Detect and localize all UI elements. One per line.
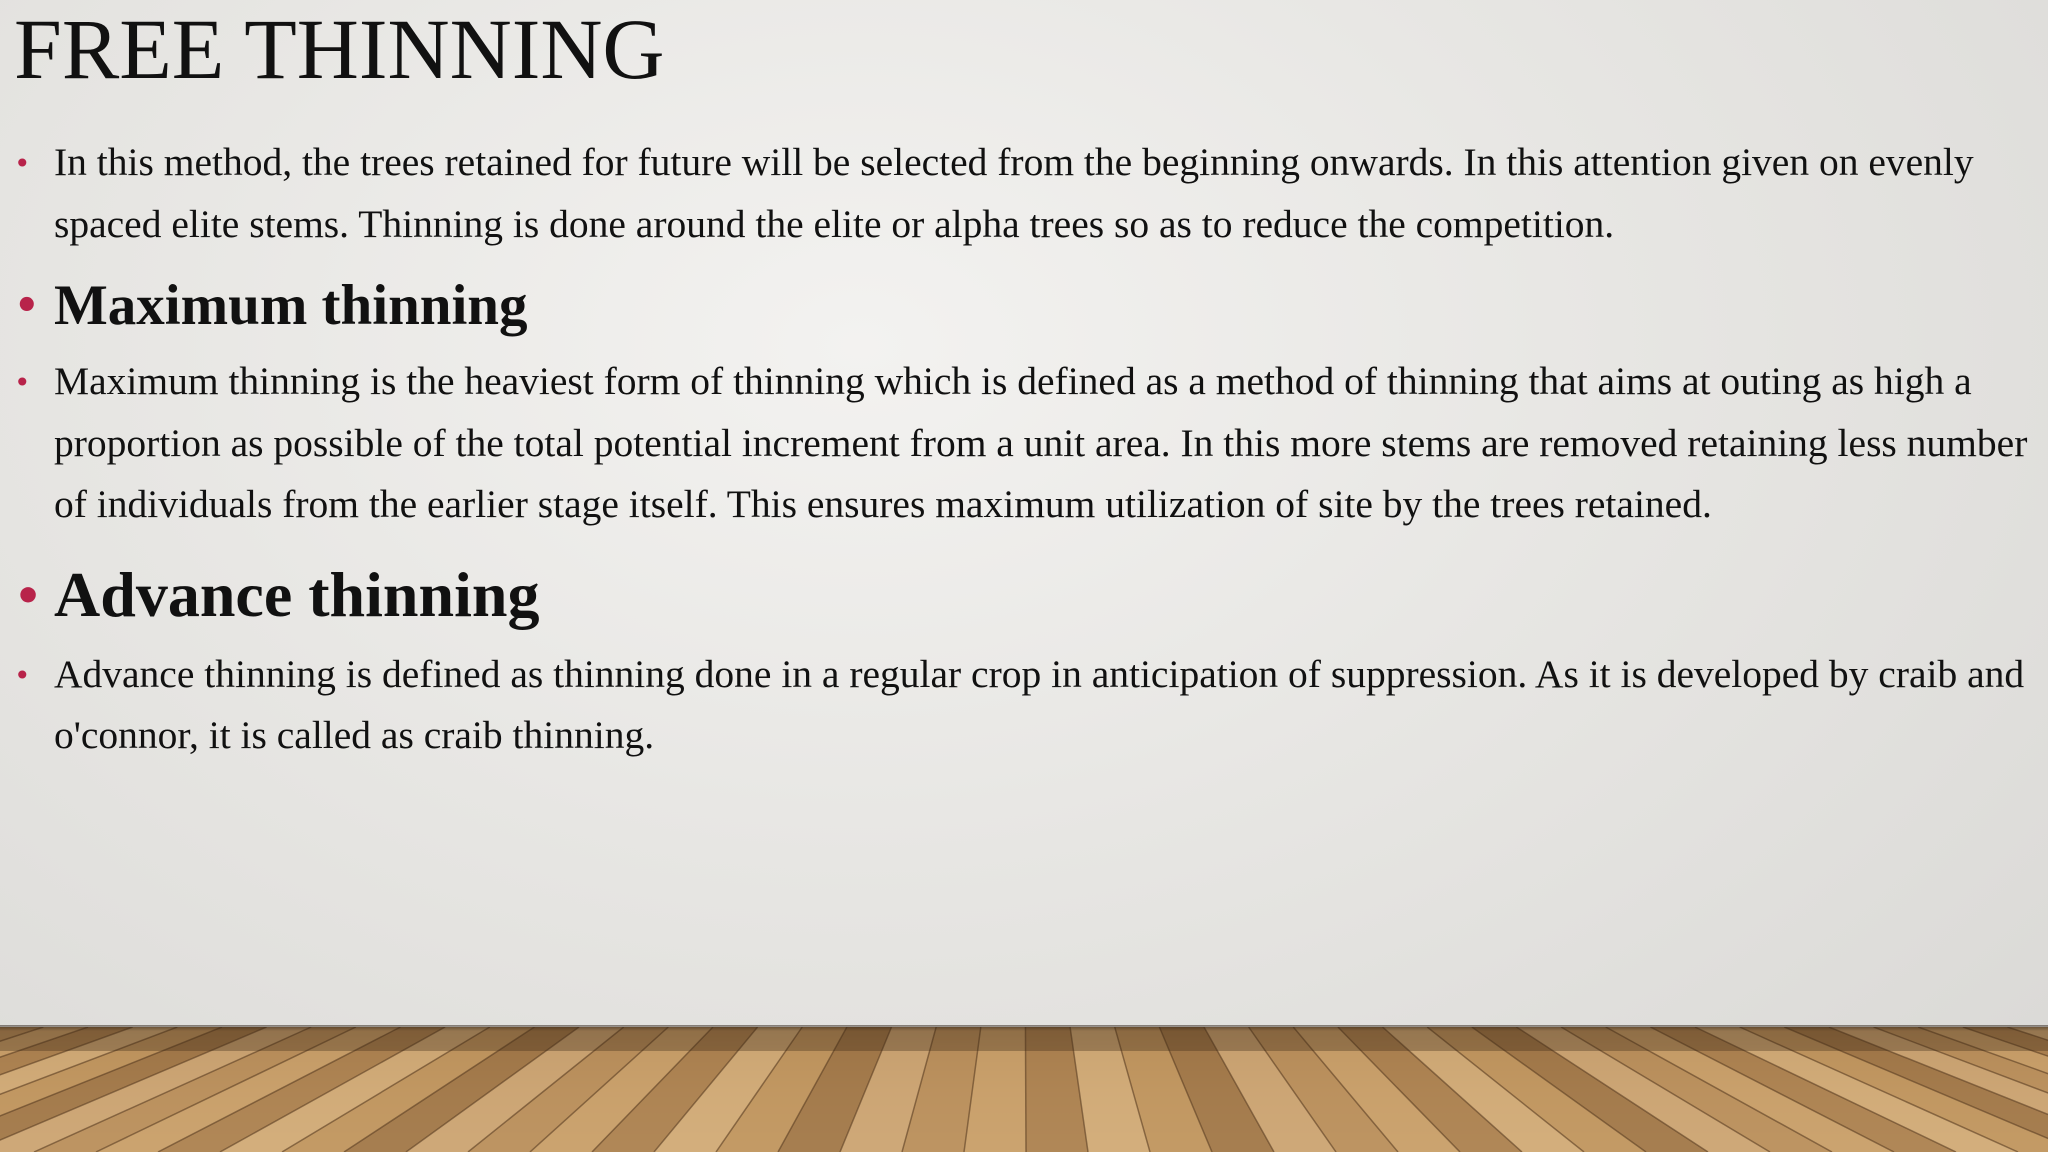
- bullet-dot: •: [14, 147, 31, 180]
- slide-content: [14, 132, 2034, 785]
- bullet-text: Maximum thinning is the heaviest form of thinning which is defined as a method of thinning that aims at outing as high a proportion as possible of the total potential increment from a unit area. In this more stems are removed retaining less number of individuals from the earlier stage itself. This ensures maximum utilization of site by the trees retained.: [54, 359, 2028, 526]
- bullet-dot: •: [14, 283, 40, 329]
- heading-text: Advance thinning: [54, 558, 540, 630]
- heading-text: Maximum thinning: [54, 274, 528, 337]
- floor-wall-shadow: [0, 1025, 2048, 1031]
- bullet-maximum-thinning-description: [14, 351, 2034, 536]
- bullet-dot: •: [14, 570, 43, 622]
- bullet-text: Advance thinning is defined as thinning done in a regular crop in anticipation of suppression. As it is developed by craib and o'connor, it is called as craib thinning.: [54, 651, 2025, 757]
- bullet-advance-thinning-description: [14, 644, 2034, 767]
- bullet-dot: •: [14, 366, 31, 399]
- wood-floor-background: [0, 1027, 2048, 1152]
- heading-maximum-thinning: [14, 273, 2034, 339]
- bullet-text: In this method, the trees retained for future will be selected from the beginning onwards. In this attention given on evenly spaced elite stems. Thinning is done around the elite or alpha trees so as to reduce the competition.: [54, 140, 1974, 246]
- heading-advance-thinning: [14, 558, 2034, 632]
- wood-planks-graphic: [0, 1027, 2048, 1152]
- bullet-dot: •: [14, 658, 31, 692]
- bullet-free-thinning-description: [14, 132, 2034, 255]
- slide-title: FREE THINNING: [14, 1, 665, 97]
